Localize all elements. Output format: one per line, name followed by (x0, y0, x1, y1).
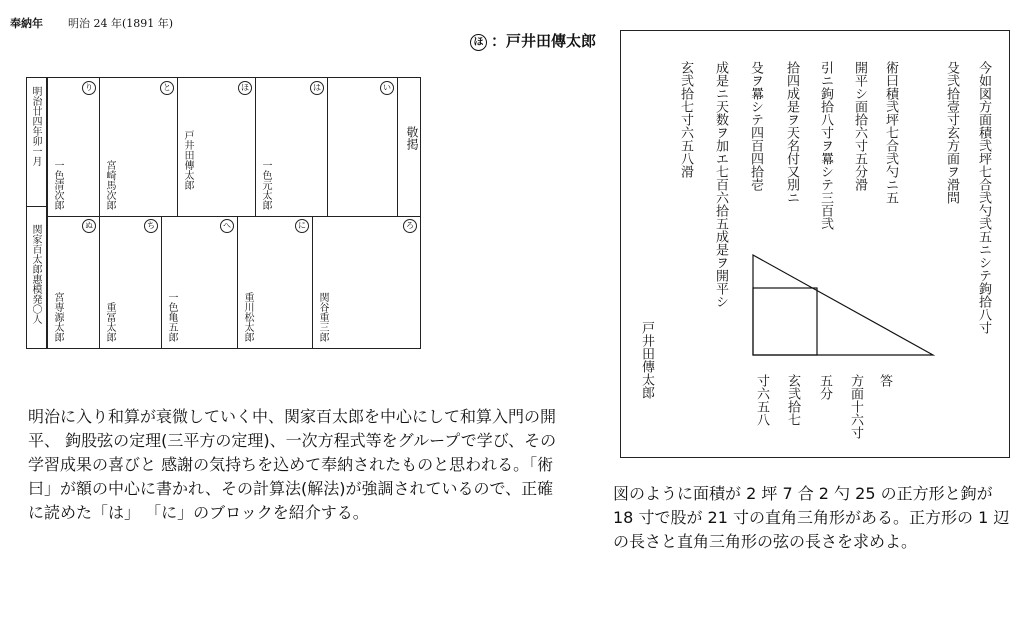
plaque-block-ni (237, 216, 312, 348)
right-triangle (753, 255, 933, 355)
plaque-date-divider (27, 78, 47, 348)
block-mark: ほ (238, 81, 252, 95)
block-detail-name: 戸井田傳太郎 (506, 32, 597, 50)
answer-hypotenuse: 玄弐拾七 (785, 374, 800, 426)
plaque-offering: 敬掲 (405, 126, 419, 150)
plaque-block-chi (99, 216, 161, 348)
problem-column-3: 術曰積弐坪七合弐勺ニ五 (883, 61, 898, 204)
problem-column-6: 拾四成是ヲ天名付又別ニ (784, 61, 799, 204)
problem-column-1: 今如図方面積弐坪七合弐勺弐五ニシテ鉤拾八寸 (976, 61, 991, 334)
plaque-block-ro (312, 216, 420, 348)
block-mark: り (82, 81, 96, 95)
problem-signer: 戸井田傳太郎 (639, 321, 654, 399)
block-mark: と (160, 81, 174, 95)
block-name: 一色清次郎 (52, 160, 63, 210)
block-mark: ぬ (82, 219, 96, 233)
block-detail-header: ほ ：戸井田傳太郎 (470, 30, 596, 51)
block-name: 一色亀五郎 (166, 292, 177, 342)
problem-frame (620, 30, 1010, 458)
problem-column-2: 殳弐拾壹寸玄方面ヲ滑問 (944, 61, 959, 204)
plaque-dedicator: 関家百太郎惠模発〇人 (30, 224, 41, 324)
block-name: 戸井田傳太郎 (182, 130, 193, 190)
triangle-square-figure (621, 31, 1011, 459)
problem-column-7: 殳ヲ羃シテ四百四拾壱 (748, 61, 763, 191)
inscribed-square (753, 288, 817, 355)
plaque-date-split (27, 206, 47, 207)
block-detail-mark: ほ (470, 34, 487, 51)
answer-square-side: 方面十六寸 (848, 374, 863, 439)
plaque-block-he (161, 216, 237, 348)
block-name: 重冨太郎 (104, 302, 115, 342)
offering-year-value: 明治 24 年(1891 年) (68, 17, 174, 30)
problem-column-4: 開平シ面拾六寸五分滑 (852, 61, 867, 191)
block-mark: い (380, 81, 394, 95)
block-mark: へ (220, 219, 234, 233)
plaque-block-i (327, 78, 397, 216)
plaque-date: 明治廿四年卯一月 (30, 86, 41, 166)
plaque-block-nu (47, 216, 99, 348)
problem-column-9: 玄弐拾七寸六五八滑 (678, 61, 693, 178)
plaque-diagram (26, 77, 421, 349)
block-mark: に (295, 219, 309, 233)
block-name: 重川松太郎 (242, 292, 253, 342)
plaque-block-ho (177, 78, 255, 216)
answer-hypotenuse-cont: 寸六五八 (754, 374, 769, 426)
caption-left: 明治に入り和算が衰微していく中、関家百太郎を中心にして和算入門の開平、 鉤股弦の定理(三平方の定理)、一次方程式等をグループで学び、その学習成果の喜びと 感謝の気持ちを込めて奉納されたものと思われる。「術曰」が額の中心に書かれ、その計算法(解法)が強調されているので、正確に読めた「は」 「に」のブロックを紹介する。 (28, 407, 557, 522)
problem-column-8: 成是ニ天数ヲ加エ七百六拾五成是ヲ開平シ (713, 61, 728, 308)
block-name: 関谷重三郎 (317, 292, 328, 342)
plaque-block-ri (47, 78, 99, 216)
answer-square-side-cont: 五分 (817, 374, 832, 400)
answer-label: 答 (877, 374, 892, 387)
offering-year-label: 奉納年 (10, 17, 43, 30)
block-name: 一色元太郎 (260, 160, 271, 210)
plaque-offering-column (397, 78, 422, 216)
plaque-block-ha (255, 78, 327, 216)
block-name: 宮崎馬次郎 (104, 160, 115, 210)
block-mark: は (310, 81, 324, 95)
problem-column-5: 引ニ鉤拾八寸ヲ羃シテ三百弐 (818, 61, 833, 230)
plaque-block-to (99, 78, 177, 216)
block-mark: ろ (403, 219, 417, 233)
block-mark: ち (144, 219, 158, 233)
block-name: 宮専源太郎 (52, 292, 63, 342)
caption-right: 図のように面積が 2 坪 7 合 2 勺 25 の正方形と鉤が 18 寸で股が 21 寸の直角三角形がある。正方形の 1 辺の長さと直角三角形の弦の長さを求めよ。 (613, 484, 1010, 551)
